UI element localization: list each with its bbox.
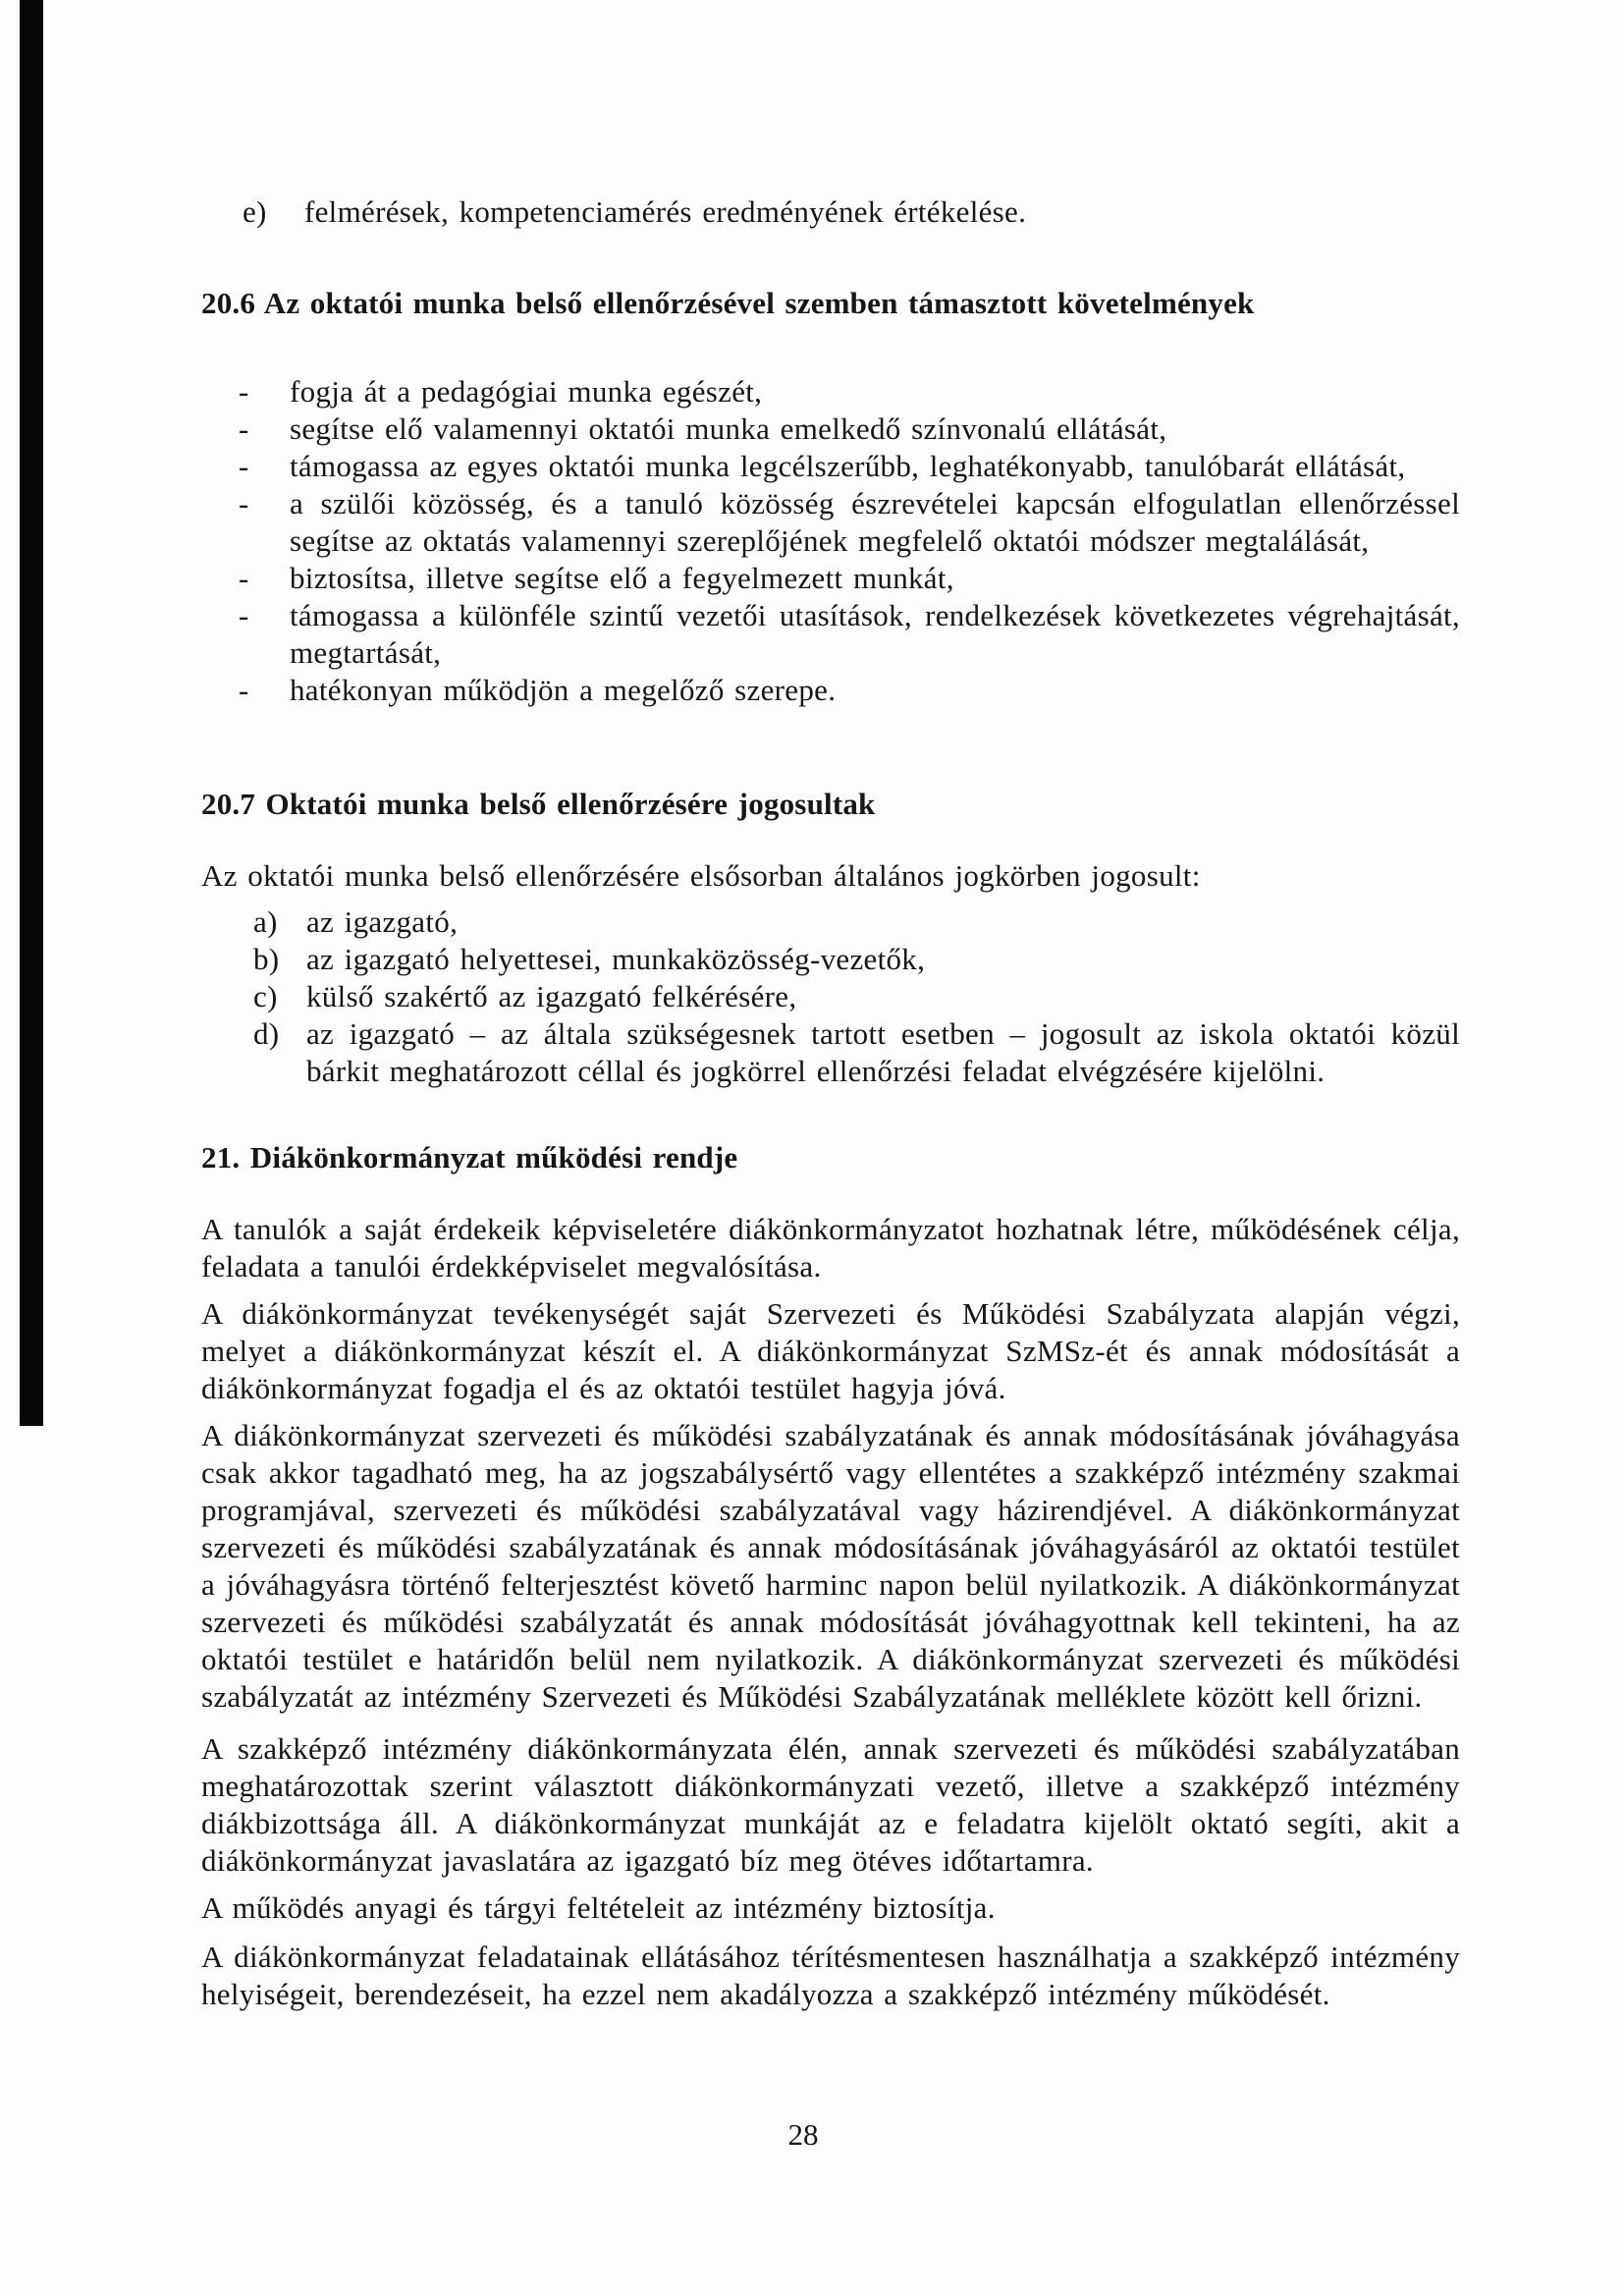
bullet-text: hatékonyan működjön a megelőző szerepe. [290,673,837,707]
item-marker: e) [243,194,267,229]
item-marker: d) [253,1016,280,1051]
item-marker: c) [253,979,278,1013]
list-item [201,941,1460,978]
section-heading-20-7: 20.7 Oktatói munka belső ellenőrzésére jogosultak [201,787,876,821]
list-item [201,485,1460,560]
bullet-text: a szülői közösség, és a tanuló közösség észrevételei kapcsán elfogulatlan ellenőrzéssel segítse az oktatás valamennyi szereplőjének megfelelő oktatói módszer megtalálását, [290,486,1460,558]
item-text: külső szakértő az igazgató felkérésére, [306,979,797,1013]
list-item [201,903,1460,941]
dash-marker: - [239,486,249,520]
authorized-persons-list [201,903,1460,1090]
list-item [201,978,1460,1015]
dash-marker: - [239,449,249,483]
item-text: felmérések, kompetenciamérés eredményének értékelése. [304,194,1027,229]
item-text: az igazgató – az általa szükségesnek tartott esetben – jogosult az iskola oktatói közül bárkit meghatározott céllal és jogkörrel ellenőrzési feladat elvégzésére kijelölni. [306,1016,1460,1088]
section-heading-21: 21. Diákönkormányzat működési rendje [201,1140,738,1175]
item-text: az igazgató helyettesei, munkaközösség-vezetők, [306,942,926,976]
list-item [201,410,1460,448]
dash-marker: - [239,598,249,632]
list-item [201,560,1460,597]
section-heading-20-6: 20.6 Az oktatói munka belső ellenőrzésével szemben támasztott követelmények [201,286,1255,320]
page-content [201,193,1460,2013]
list-item [201,672,1460,709]
list-item-e [201,193,1460,231]
list-item [201,1015,1460,1090]
lead-paragraph: Az oktatói munka belső ellenőrzésére elsősorban általános jogkörben jogosult: [201,858,1201,893]
requirements-list [201,373,1460,709]
list-item [201,448,1460,485]
bullet-text: biztosítsa, illetve segítse elő a fegyelmezett munkát, [290,561,954,595]
dash-marker: - [239,411,249,446]
paragraph: A működés anyagi és tárgyi feltételeit az intézmény biztosítja. [201,1890,996,1925]
bullet-text: támogassa az egyes oktatói munka legcélszerűbb, leghatékonyabb, tanulóbarát ellátását, [290,449,1406,483]
item-marker: a) [253,904,278,939]
paragraph: A diákönkormányzat feladatainak ellátásához térítésmentesen használhatja a szakképző intézmény helyiségeit, berendezéseit, ha ezzel nem akadályozza a szakképző intézmény működését. [201,1940,1460,2011]
bullet-text: támogassa a különféle szintű vezetői utasítások, rendelkezések következetes végrehajtását, megtartását, [290,598,1460,670]
dash-marker: - [239,673,249,707]
paragraph: A szakképző intézmény diákönkormányzata élén, annak szervezeti és működési szabályzatában meghatározottak szerint választott diákönkormányzati vezető, illetve a szakképző intézmény diákbizottsága áll. A diákönkormányzat munkáját az e feladatra kijelölt oktató segíti, akit a diákönkormányzat javaslatára az igazgató bíz meg ötéves időtartamra. [201,1731,1460,1878]
item-marker: b) [253,942,280,976]
list-item [201,597,1460,672]
bullet-text: segítse elő valamennyi oktatói munka emelkedő színvonalú ellátását, [290,411,1167,446]
paragraph: A tanulók a saját érdekeik képviseletére diákönkormányzatot hozhatnak létre, működésének célja, feladata a tanulói érdekképviselet megvalósítása. [201,1212,1460,1284]
paragraph: A diákönkormányzat szervezeti és működési szabályzatának és annak módosításának jóváhagyása csak akkor tagadható meg, ha az jogszabálysértő vagy ellentétes a szakképző intézmény szakmai programjával, szervezeti és működési szabályzatával vagy házirendjével. A diákönkormányzat szervezeti és működési szabályzatának és annak módosításának jóváhagyásáról az oktatói testület a jóváhagyásra történő felterjesztést követő harminc napon belül nyilatkozik. A diákönkormányzat szervezeti és működési szabályzatát és annak módosítását jóváhagyottnak kell tekinteni, ha az oktatói testület e határidőn belül nem nyilatkozik. A diákönkormányzat szervezeti és működési szabályzatát az intézmény Szervezeti és Működési Szabályzatának melléklete között kell őrizni. [201,1418,1460,1714]
list-item [201,373,1460,410]
scan-artifact-bar [20,0,43,1426]
dash-marker: - [239,374,249,409]
item-text: az igazgató, [306,904,459,939]
paragraph: A diákönkormányzat tevékenységét saját Szervezeti és Működési Szabályzata alapján végzi, melyet a diákönkormányzat készít el. A diákönkormányzat SzMSz-ét és annak módosítását a diákönkormányzat fogadja el és az oktatói testület hagyja jóvá. [201,1296,1460,1405]
page-number: 28 [787,2117,819,2152]
bullet-text: fogja át a pedagógiai munka egészét, [290,374,763,409]
dash-marker: - [239,561,249,595]
